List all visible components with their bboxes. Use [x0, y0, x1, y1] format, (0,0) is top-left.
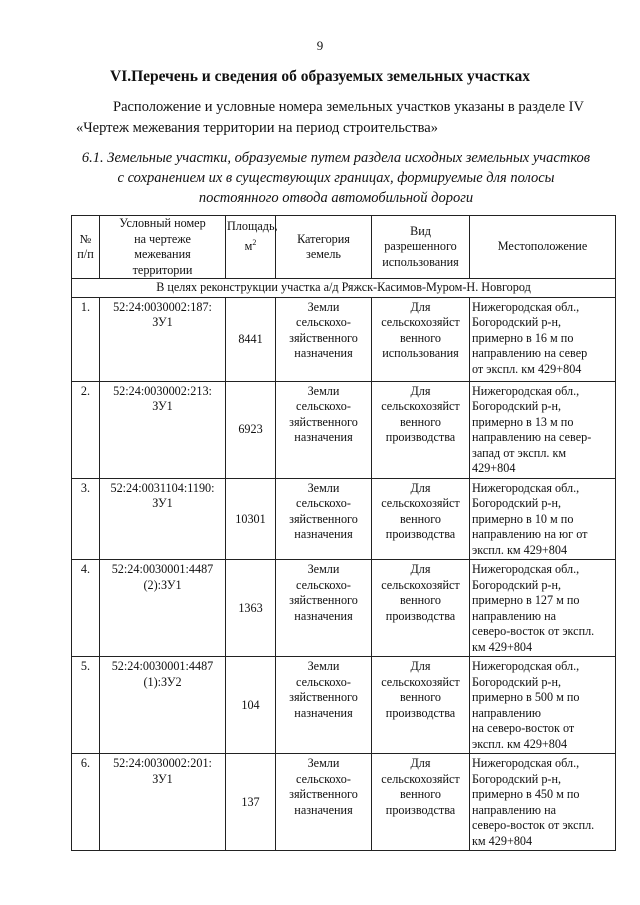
- row-location: Нижегородская обл., Богородский р-н, примерно в 10 м по направлению на юг от экспл. км 429+804: [470, 478, 616, 560]
- row-category: Земли сельскохо- зяйственного назначения: [276, 478, 372, 560]
- row-category: Земли сельскохо- зяйственного назначения: [276, 381, 372, 478]
- table-row: [72, 297, 616, 381]
- table-row: [72, 381, 616, 478]
- row-number: 4.: [72, 560, 100, 657]
- row-number: 6.: [72, 754, 100, 851]
- header-area: Площадь, $м^2$: [226, 216, 276, 279]
- subsection-line: с сохранением их в существующих границах, формируемые для полосы: [117, 170, 555, 186]
- header-category: Категория земель: [276, 216, 372, 279]
- table-row: [72, 754, 616, 851]
- header-conditional-number: Условный номер на чертеже межевания территории: [100, 216, 226, 279]
- header-permitted-use: Вид разрешенного использования: [372, 216, 470, 279]
- group-label: В целях реконструкции участка а/д Ряжск-Касимов-Муром-Н. Новгород: [72, 279, 616, 298]
- subsection-line: постоянного отвода автомобильной дороги: [198, 190, 474, 206]
- row-category: Земли сельскохо- зяйственного назначения: [276, 560, 372, 657]
- row-number: 5.: [72, 657, 100, 754]
- row-area: 1363: [226, 560, 276, 657]
- row-conditional-number: 52:24:0030001:4487 (2):ЗУ1: [100, 560, 226, 657]
- row-location: Нижегородская обл., Богородский р-н, примерно в 450 м по направлению на северо-восток от экспл. км 429+804: [470, 754, 616, 851]
- table-group-row: [72, 279, 616, 298]
- row-location: Нижегородская обл., Богородский р-н, примерно в 127 м по направлению на северо-восток от экспл. км 429+804: [470, 560, 616, 657]
- row-conditional-number: 52:24:0030002:201: ЗУ1: [100, 754, 226, 851]
- intro-paragraph: [76, 97, 596, 139]
- table-row: [72, 657, 616, 754]
- subsection-line: 6.1. Земельные участки, образуемые путем раздела исходных земельных участков: [81, 150, 591, 166]
- land-parcels-table: [71, 215, 616, 851]
- intro-line: Расположение и условные номера земельных участков указаны в разделе IV: [113, 99, 584, 115]
- table-row: [72, 478, 616, 560]
- row-number: 1.: [72, 297, 100, 381]
- row-category: Земли сельскохо- зяйственного назначения: [276, 657, 372, 754]
- header-number: № п/п: [72, 216, 100, 279]
- row-category: Земли сельскохо- зяйственного назначения: [276, 297, 372, 381]
- row-number: 2.: [72, 381, 100, 478]
- row-location: Нижегородская обл., Богородский р-н, примерно в 16 м по направлению на север от экспл. км 429+804: [470, 297, 616, 381]
- table-row: [72, 560, 616, 657]
- row-permitted-use: Для сельскохозяйст венного производства: [372, 381, 470, 478]
- row-permitted-use: Для сельскохозяйст венного производства: [372, 560, 470, 657]
- row-area: 6923: [226, 381, 276, 478]
- row-area: 8441: [226, 297, 276, 381]
- page-number: 9: [316, 38, 324, 53]
- row-conditional-number: 52:24:0031104:1190: ЗУ1: [100, 478, 226, 560]
- section-title: VI.Перечень и сведения об образуемых земельных участках: [110, 68, 530, 85]
- row-location: Нижегородская обл., Богородский р-н, примерно в 13 м по направлению на север- запад от экспл. км 429+804: [470, 381, 616, 478]
- table-header-row: [72, 216, 616, 279]
- row-category: Земли сельскохо- зяйственного назначения: [276, 754, 372, 851]
- row-area: 104: [226, 657, 276, 754]
- row-permitted-use: Для сельскохозяйст венного производства: [372, 657, 470, 754]
- row-number: 3.: [72, 478, 100, 560]
- row-conditional-number: 52:24:0030001:4487 (1):ЗУ2: [100, 657, 226, 754]
- row-permitted-use: Для сельскохозяйст венного использования: [372, 297, 470, 381]
- subsection-heading: [66, 148, 606, 208]
- row-conditional-number: 52:24:0030002:187: ЗУ1: [100, 297, 226, 381]
- header-location: Местоположение: [470, 216, 616, 279]
- row-permitted-use: Для сельскохозяйст венного производства: [372, 478, 470, 560]
- row-area: 10301: [226, 478, 276, 560]
- row-permitted-use: Для сельскохозяйст венного производства: [372, 754, 470, 851]
- row-area: 137: [226, 754, 276, 851]
- row-location: Нижегородская обл., Богородский р-н, примерно в 500 м по направлению на северо-восток от экспл. км 429+804: [470, 657, 616, 754]
- row-conditional-number: 52:24:0030002:213: ЗУ1: [100, 381, 226, 478]
- intro-line: «Чертеж межевания территории на период строительства»: [76, 120, 438, 136]
